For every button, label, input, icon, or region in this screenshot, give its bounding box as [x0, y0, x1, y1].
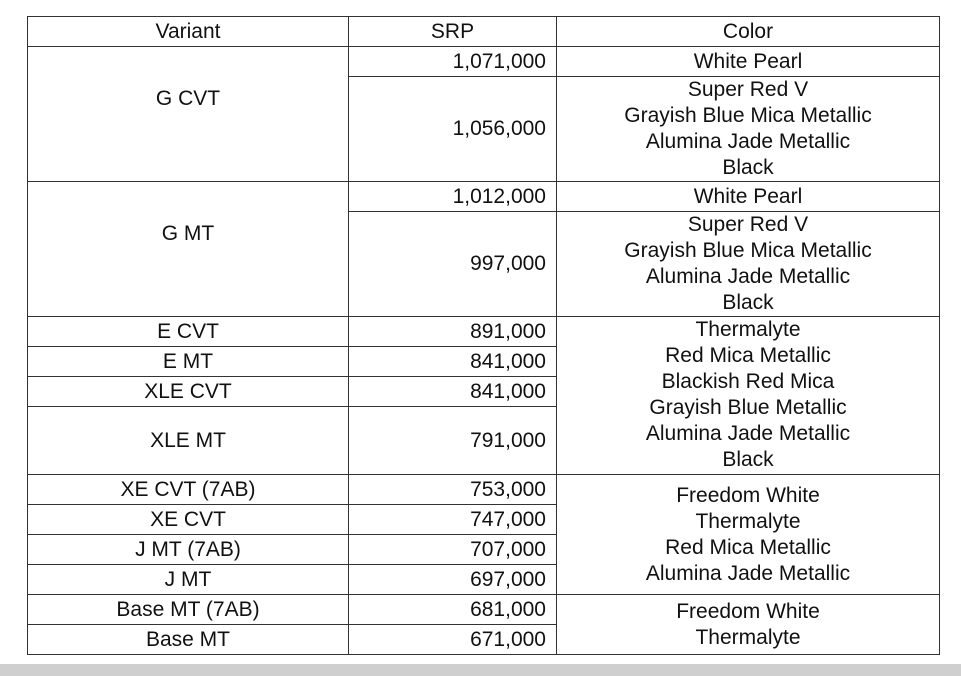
- srp-cell: 1,012,000: [349, 182, 557, 212]
- color-line: Red Mica Metallic: [665, 535, 831, 559]
- variant-cell: Base MT: [28, 625, 349, 655]
- srp-cell: 697,000: [349, 565, 557, 595]
- table-row: [28, 475, 940, 505]
- color-line: Grayish Blue Metallic: [649, 396, 847, 419]
- variant-cell: J MT (7AB): [28, 535, 349, 565]
- srp-price-table: [27, 16, 940, 655]
- color-line: Black: [722, 156, 774, 179]
- header-srp: SRP: [349, 17, 557, 47]
- variant-cell: XLE CVT: [28, 377, 349, 407]
- srp-cell: 747,000: [349, 505, 557, 535]
- variant-cell: E MT: [28, 347, 349, 377]
- variant-cell: J MT: [28, 565, 349, 595]
- srp-cell: 841,000: [349, 377, 557, 407]
- color-cell: [557, 475, 940, 595]
- srp-cell: 1,056,000: [349, 77, 557, 182]
- variant-cell: E CVT: [28, 317, 349, 347]
- color-line: Alumina Jade Metallic: [645, 422, 851, 445]
- color-line: Red Mica Metallic: [665, 344, 831, 367]
- header-variant: Variant: [28, 17, 349, 47]
- color-line: Alumina Jade Metallic: [645, 561, 851, 585]
- header-color: Color: [557, 17, 940, 47]
- table-row: [28, 317, 940, 347]
- color-line: Thermalyte: [695, 318, 801, 341]
- color-cell: [557, 317, 940, 475]
- color-line: Freedom White: [676, 483, 820, 507]
- srp-cell: 707,000: [349, 535, 557, 565]
- color-cell: [557, 77, 940, 182]
- srp-cell: 997,000: [349, 212, 557, 317]
- variant-cell: Base MT (7AB): [28, 595, 349, 625]
- table-row: [28, 595, 940, 625]
- color-line: Black: [722, 448, 774, 471]
- color-line: Blackish Red Mica: [661, 370, 835, 393]
- color-line: Black: [722, 291, 774, 314]
- srp-cell: 1,071,000: [349, 47, 557, 77]
- color-line: Freedom White: [676, 599, 820, 623]
- color-line: Alumina Jade Metallic: [645, 130, 851, 153]
- color-cell: White Pearl: [557, 47, 940, 77]
- color-line: Thermalyte: [695, 509, 801, 533]
- bottom-edge-shadow: [0, 664, 961, 676]
- color-cell: White Pearl: [557, 182, 940, 212]
- table-row: [28, 182, 940, 212]
- color-line: Alumina Jade Metallic: [645, 265, 851, 288]
- table-row: [28, 47, 940, 77]
- variant-cell: XE CVT: [28, 505, 349, 535]
- srp-cell: 681,000: [349, 595, 557, 625]
- variant-cell: G CVT: [28, 47, 349, 182]
- srp-cell: 671,000: [349, 625, 557, 655]
- variant-cell: XLE MT: [28, 407, 349, 475]
- color-line: Thermalyte: [695, 625, 801, 649]
- srp-cell: 841,000: [349, 347, 557, 377]
- variant-cell: G MT: [28, 182, 349, 317]
- srp-cell: 891,000: [349, 317, 557, 347]
- table-header-row: [28, 17, 940, 47]
- srp-cell: 753,000: [349, 475, 557, 505]
- color-line: Grayish Blue Mica Metallic: [624, 104, 872, 127]
- color-line: Grayish Blue Mica Metallic: [624, 239, 872, 262]
- color-line: Super Red V: [687, 78, 809, 101]
- color-cell: [557, 595, 940, 655]
- color-cell: [557, 212, 940, 317]
- color-line: Super Red V: [687, 213, 809, 236]
- variant-cell: XE CVT (7AB): [28, 475, 349, 505]
- srp-cell: 791,000: [349, 407, 557, 475]
